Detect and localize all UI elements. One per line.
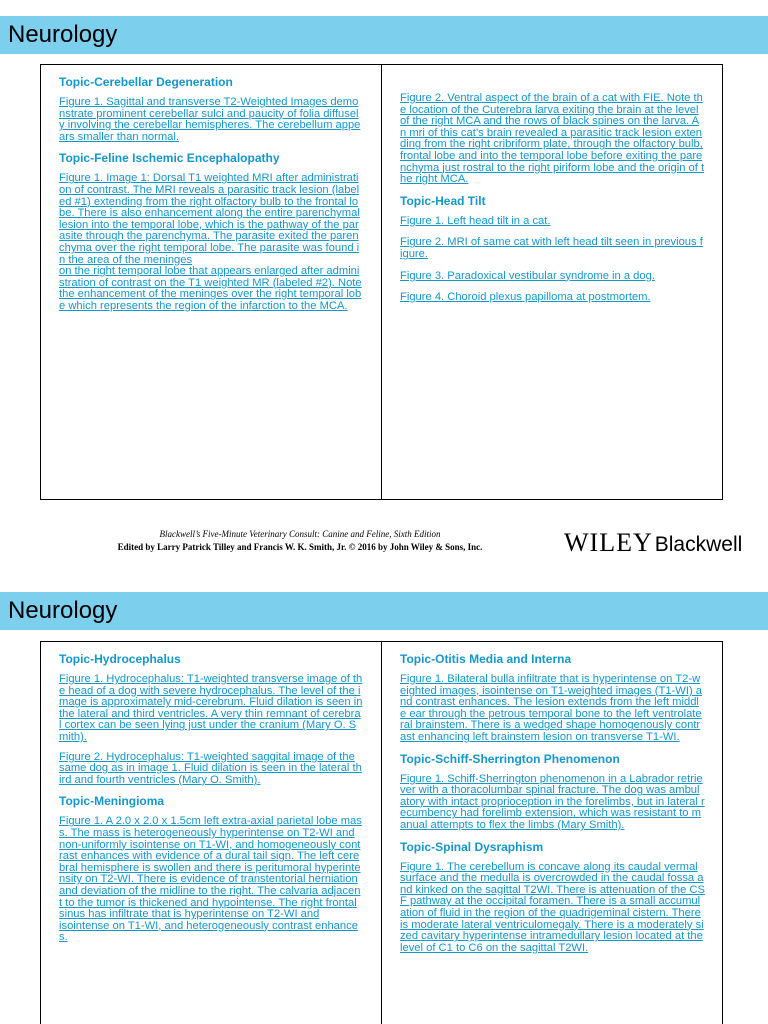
left-column <box>41 65 382 499</box>
figure-caption-link[interactable]: Figure 1. Schiff-Sherrington phenomenon in a Labrador retriever with a thoracolumbar spinal fracture. The dog was ambulatory with intact proprioception in the forelimbs, but in lateral recumbency had forelimb extension, which was resistant to manual attempts to flex the limbs (Mary Smith). <box>400 772 705 831</box>
topic-heading: Topic-Schiff-Sherrington Phenomenon <box>400 751 620 766</box>
topic-heading: Topic-Spinal Dysraphism <box>400 839 544 854</box>
figure-caption-link[interactable]: Figure 2. MRI of same cat with left head tilt seen in previous figure. <box>400 236 703 260</box>
figure-caption-link[interactable]: Figure 1. Hydrocephalus: T1-weighted transverse image of the head of a dog with severe hydrocephalus. The level of the image is approximately mid-cerebrum. Fluid dilation is seen in the lateral and third ventricles. A very thin remnant of cerebral cortex can be seen lying just under the cranium (Mary O. Smith). <box>59 673 363 743</box>
figure-caption-link[interactable]: Figure 4. Choroid plexus papilloma at postmortem. <box>400 291 651 304</box>
right-column <box>382 65 723 499</box>
figure-caption-link[interactable]: Figure 2. Ventral aspect of the brain of a cat with FIE. Note the location of the Cuterebra larva exiting the brain at the level of the right MCA and the rows of black spines on the larva. An mri of this cat’s brain revealed a parasitic track lesion extending from the right cribriform plate, through the olfactory bulb, frontal lobe and into the temporal lobe before exiting the parenchyma just rostral to the right piriform lobe and the origin of the right MCA. <box>400 92 705 186</box>
section-title: Neurology <box>8 597 118 624</box>
figure-caption-link[interactable]: Figure 2. Hydrocephalus: T1-weighted saggital image of the same dog as in image 1. Fluid dilation is seen in the lateral third and fourth ventricles (Mary O. Smith). <box>59 750 362 786</box>
page-2 <box>0 576 768 1024</box>
section-banner <box>0 16 768 54</box>
topic-heading: Topic-Feline Ischemic Encephalopathy <box>59 151 280 166</box>
figure-caption-link[interactable]: Figure 1. Sagittal and transverse T2-Weighted Images demonstrate prominent cerebellar sulci and paucity of folia diffusely involving the cerebellar hemispheres. The cerebellum appears smaller than normal. <box>59 96 361 143</box>
topic-heading: Topic-Head Tilt <box>400 193 486 208</box>
wiley-blackwell-logo <box>564 528 742 558</box>
figure-caption-link[interactable]: Figure 3. Paradoxical vestibular syndrome in a dog. <box>400 269 655 282</box>
figure-caption-link[interactable]: Figure 1. A 2.0 x 2.0 x 1.5cm left extra-axial parietal lobe mass. The mass is heterogeneously hyperintense on T2-WI and non-uniformly isointense on T1-WI, and homogeneously contrast enhances with evidence of a dural tail sign. The left cerebral hemisphere is swollen and there is peritumoral hyperintensity on T2-WI. There is evidence of transtentorial herniation and deviation of the midline to the right. The calvaria adjacent to the tumor is thickened and hypointense. The right frontal sinus has infiltrate that is hyperintense on T2-WI and <box>59 815 362 921</box>
figure-caption-link[interactable]: Figure 1. Image 1: Dorsal T1 weighted MRI after administration of contrast. The MRI reveals a parasitic track lesion (labeled #1) extending from the right olfactory bulb to the frontal lobe. There is also enhancement along the entire parenchymal lesion into the temporal lobe, which is the pathway of the parasite through the parenchyma. The parasite exited the parenchyma over the right temporal lobe. The parasite was found in the area of the meninges <box>59 172 360 266</box>
figure-legend-box <box>40 64 723 500</box>
section-banner <box>0 592 768 630</box>
figure-caption-link[interactable]: Figure 1. The cerebellum is concave along its caudal vermal surface and the medulla is overcrowded in the caudal fossa and kinked on the sagittal T2WI. There is attenuation of the CSF pathway at the occipital foramen. There is a small accumulation of fluid in the region of the quadrigeminal cistern. There is moderate lateral ventriculomegaly. There is a moderately sized cavitary hyperintense intramedullary lesion located at the level of C1 to C6 on the sagittal T2WI. <box>400 860 705 954</box>
right-column <box>382 642 723 1024</box>
topic-heading: Topic-Meningioma <box>59 794 165 809</box>
logo-blackwell-word: Blackwell <box>654 533 743 556</box>
topic-heading: Topic-Hydrocephalus <box>59 652 181 666</box>
section-title: Neurology <box>8 21 118 48</box>
copyright-footer <box>70 528 530 554</box>
figure-caption-link[interactable]: Figure 1. Left head tilt in a cat. <box>400 214 551 227</box>
logo-wiley-word: WILEY <box>564 528 653 557</box>
editors-copyright: Edited by Larry Patrick Tilley and Francis W. K. Smith, Jr. © 2016 by John Wiley & Sons, Inc. <box>117 542 483 552</box>
left-column <box>41 642 382 1024</box>
figure-caption-link[interactable]: on the right temporal lobe that appears enlarged after administration of contrast on the T1 weighted MR (labeled #2). Note the enhancement of the meninges over the right temporal lobe which represents the region of the infarction to the MCA. <box>59 265 362 312</box>
figure-caption-link[interactable]: Figure 1. Bilateral bulla infiltrate that is hyperintense on T2-weighted images, isointense on T1-weighted images (T1-WI) and contrast enhances. The lesion extends from the left middle ear through the petrous temporal bone to the left ventrolateral brainstem. There is a wedged shape homogenously contrast enhancing left brainstem lesion on transverse T1-WI. <box>400 673 703 743</box>
figure-caption-link[interactable]: isointense on T1-WI, and heterogeneously contrast enhances. <box>59 919 358 944</box>
book-title: Blackwell’s Five-Minute Veterinary Consult: Canine and Feline, Sixth Edition <box>159 529 441 539</box>
topic-heading: Topic-Otitis Media and Interna <box>400 652 572 666</box>
figure-legend-box <box>40 641 723 1024</box>
topic-heading: Topic-Cerebellar Degeneration <box>59 75 233 89</box>
